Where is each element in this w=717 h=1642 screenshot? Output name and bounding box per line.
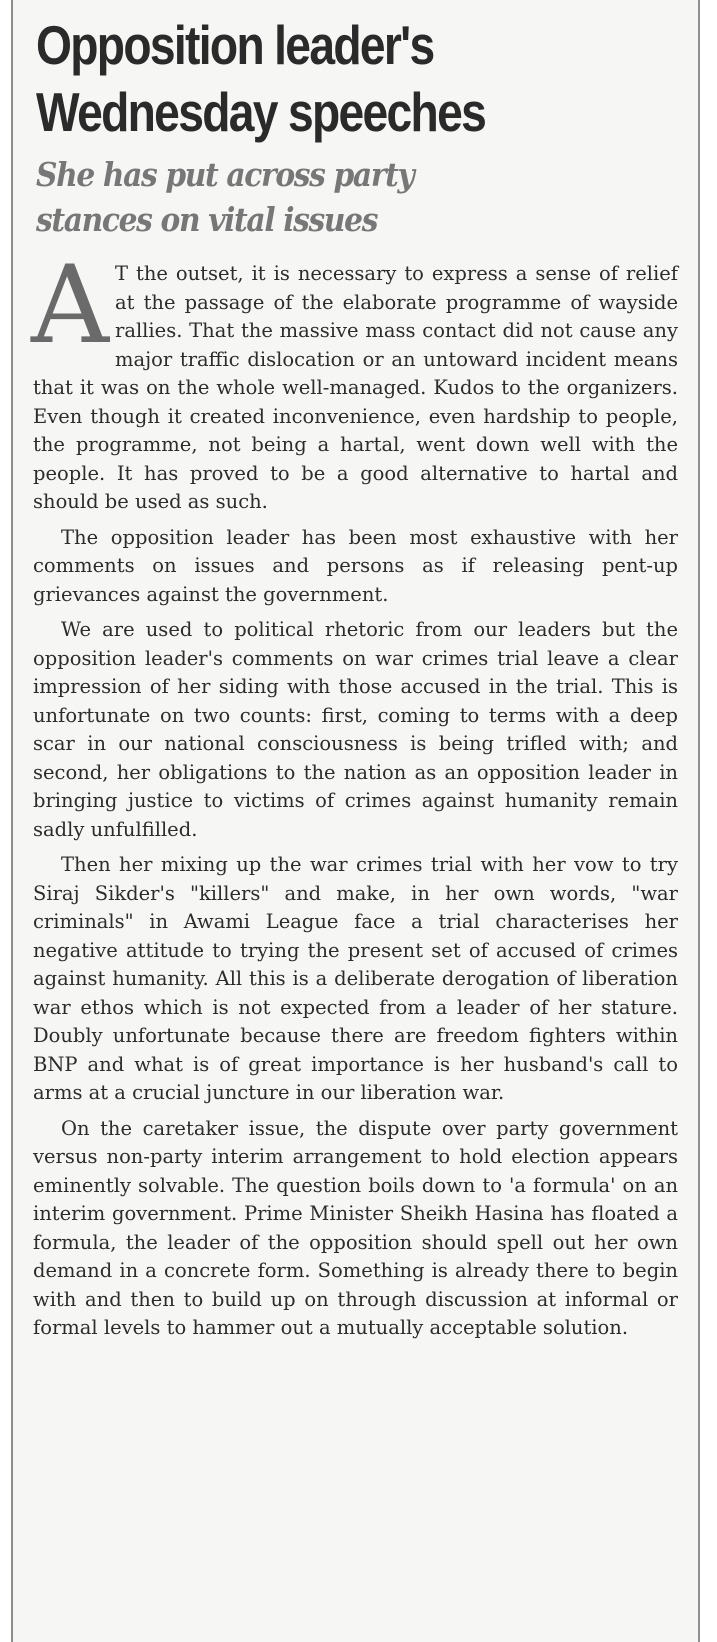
paragraph-3: We are used to political rhetoric from our leaders but the opposition leader's comments on war crimes trial leave a clear impression of her siding with those accused in the trial. This is unfortunate on two counts: first, coming to terms with a deep scar in our national consciousness is being trifled with; and second, her obligations to the nation as an opposition leader in bringing justice to victims of crimes against humanity remain sadly unfulfilled.: [33, 618, 678, 841]
subheadline: [36, 152, 686, 242]
paragraph-4: Then her mixing up the war crimes trial with her vow to try Siraj Sikder's "killers" and make, in her own words, "war criminals" in Awami League face a trial characterises her negative attitude to trying the present set of accused of crimes against humanity. All this is a deliberate derogation of liberation war ethos which is not expected from a leader of her stature. Doubly unfortunate because there are freedom fighters within BNP and what is of great importance is her husband's call to arms at a crucial juncture in our liberation war.: [33, 853, 678, 1104]
headline-line-2: Wednesday speeches: [36, 81, 486, 143]
paragraph-5: On the caretaker issue, the dispute over party government versus non-party interim arrangement to hold election appears eminently solvable. The question boils down to 'a formula' on an interim government. Prime Minister Sheikh Hasina has floated a formula, the leader of the opposition should spell out her own demand in a concrete form. Something is already there to begin with and then to build up on through discussion at informal or formal levels to hammer out a mutually acceptable solution.: [33, 1116, 678, 1339]
paragraph-1-text: T the outset, it is necessary to express a sense of relief at the passage of the elaborate programme of wayside rallies. That the massive mass contact did not cause any major traffic dislocation or an untoward incident means that it was on the whole well-managed. Kudos to the organizers. Even though it created inconvenience, even hardship to people, the programme, not being a hartal, went down well with the people. It has proved to be a good alternative to hartal and should be used as such.: [33, 262, 678, 513]
headline-line-1: Opposition leader's: [36, 14, 434, 76]
article-body: [31, 243, 678, 1343]
subheadline-line-2: stances on vital issues: [36, 200, 378, 239]
paragraph-1: [31, 243, 678, 517]
subheadline-line-1: She has put across party: [36, 155, 414, 194]
paragraph-2: The opposition leader has been most exhaustive with her comments on issues and persons as if releasing pent-up grievances against the government.: [33, 525, 678, 606]
headline: [36, 12, 681, 146]
drop-cap: A: [31, 243, 109, 368]
newspaper-column: [11, 0, 700, 1642]
